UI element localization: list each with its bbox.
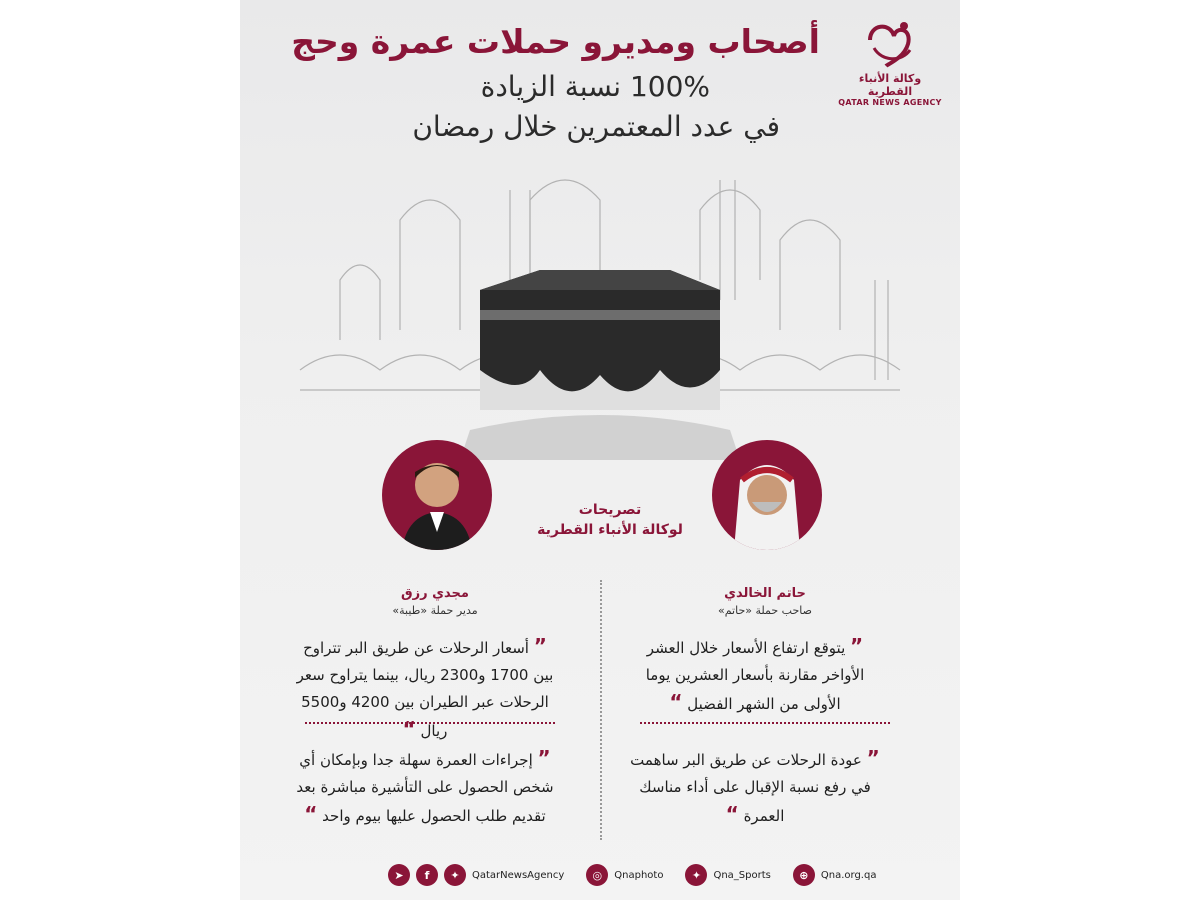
- quote-left-2: [295, 745, 555, 830]
- avatar-hatem-al-khaldi: [712, 440, 822, 550]
- twitter-icon[interactable]: ✦: [444, 864, 466, 886]
- logo-arabic-text: وكالة الأنباء القطرية: [858, 72, 922, 98]
- headline-line-3: في عدد المعتمرين خلال رمضان: [412, 110, 780, 143]
- avatar-magdy-rizk: [382, 440, 492, 550]
- quote-right-1: [625, 633, 885, 718]
- quote-left-1-text: أسعار الرحلات عن طريق البر تتراوح بين 1700 و2300 ريال، بينما يتراوح سعر الرحلات عبر الطيران بين 4200 و5500 ريال: [296, 639, 554, 740]
- open-quote-icon: ”: [533, 634, 547, 658]
- separator-right: [640, 722, 890, 724]
- instagram-icon[interactable]: ◎: [586, 864, 608, 886]
- statements-header-line-1: تصريحات: [578, 502, 642, 518]
- quote-right-2: [625, 745, 885, 830]
- quote-right-2-text: عودة الرحلات عن طريق البر ساهمت في رفع نسبة الإقبال على أداء مناسك العمرة: [630, 751, 871, 825]
- twitter-sports-icon[interactable]: ✦: [685, 864, 707, 886]
- separator-left: [305, 722, 555, 724]
- kaaba-illustration: [280, 160, 920, 480]
- close-quote-icon: “: [669, 690, 683, 714]
- quote-left-2-text: إجراءات العمرة سهلة جدا وبإمكان أي شخص الحصول على التأشيرة مباشرة بعد تقديم طلب الحصول عليها بيوم واحد: [296, 751, 554, 825]
- handle-qatarnewsagency[interactable]: QatarNewsAgency: [472, 869, 565, 881]
- headline-line-1: أصحاب ومديرو حملات عمرة وحج: [291, 22, 820, 61]
- open-quote-icon: ”: [537, 746, 551, 770]
- globe-icon[interactable]: ⊕: [793, 864, 815, 886]
- headline-line-2: 100% نسبة الزيادة: [480, 70, 710, 103]
- statements-header: [525, 500, 695, 540]
- handle-qna-sports[interactable]: Qna_Sports: [713, 869, 771, 881]
- social-footer: [388, 862, 876, 888]
- statements-header-line-2: لوكالة الأنباء القطرية: [537, 522, 683, 538]
- person-name-left: مجدي رزق: [401, 586, 469, 601]
- qna-logo-mark-icon: [860, 18, 920, 70]
- logo-english-text: QATAR NEWS AGENCY: [838, 98, 942, 107]
- handle-qnaphoto[interactable]: Qnaphoto: [614, 869, 664, 881]
- person-role-left: مدير حملة «طيبة»: [392, 604, 478, 617]
- open-quote-icon: ”: [866, 746, 880, 770]
- close-quote-icon: “: [725, 802, 739, 826]
- facebook-icon[interactable]: f: [416, 864, 438, 886]
- infographic-poster: [240, 0, 960, 900]
- open-quote-icon: ”: [850, 634, 864, 658]
- close-quote-icon: “: [304, 802, 318, 826]
- center-divider: [600, 580, 602, 840]
- website-link[interactable]: Qna.org.qa: [820, 869, 877, 881]
- person-name-right: حاتم الخالدي: [724, 586, 806, 601]
- quote-left-1: [295, 633, 555, 745]
- person-role-right: صاحب حملة «حاتم»: [718, 604, 812, 617]
- close-quote-icon: “: [402, 717, 416, 741]
- qna-logo: [835, 18, 945, 110]
- quote-right-1-text: يتوقع ارتفاع الأسعار خلال العشر الأواخر مقارنة بأسعار العشرين يوما الأولى من الشهر الفضيل: [645, 639, 865, 713]
- telegram-icon[interactable]: ➤: [388, 864, 410, 886]
